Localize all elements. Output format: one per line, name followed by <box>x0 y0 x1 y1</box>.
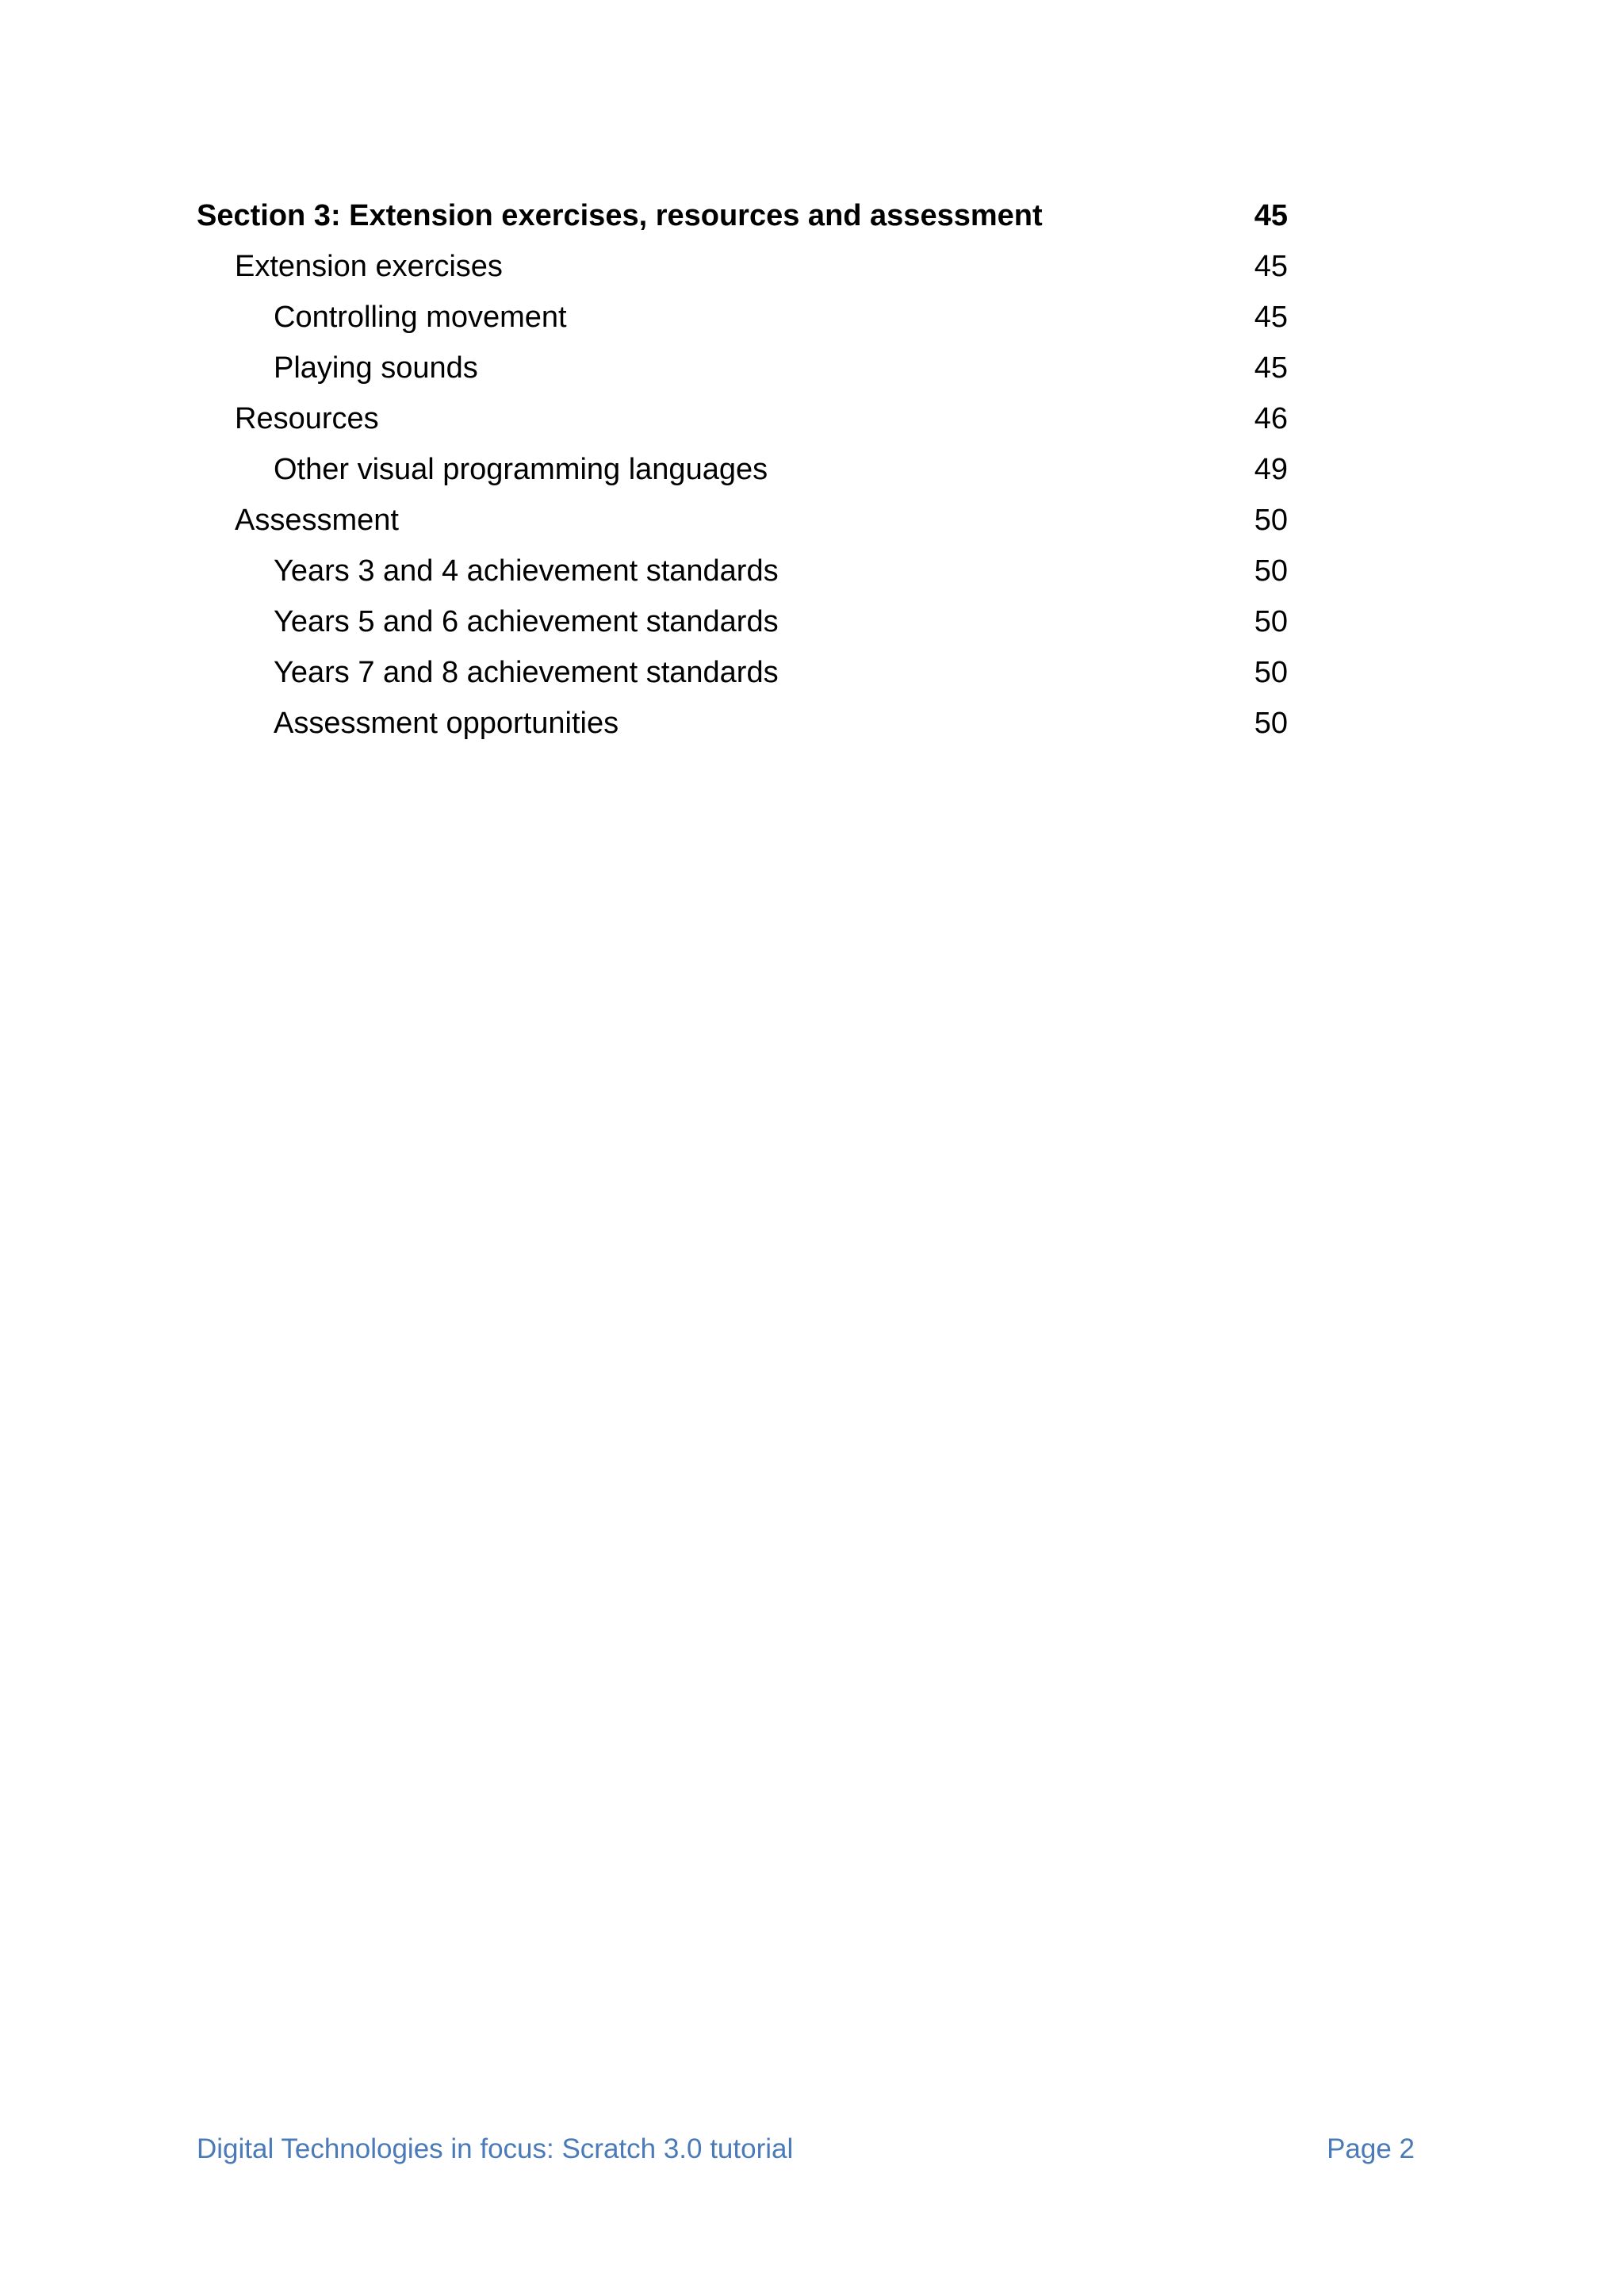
toc-entry-section-3[interactable] <box>197 190 1288 241</box>
toc-entry-assessment[interactable] <box>197 495 1288 546</box>
toc-entry-text: Resources <box>235 402 379 435</box>
toc-entry-controlling-movement[interactable] <box>197 292 1288 343</box>
toc-entry-text: Years 3 and 4 achievement standards <box>274 554 779 588</box>
toc-entry-assessment-opportunities[interactable] <box>197 698 1288 749</box>
page-footer <box>197 2133 1415 2181</box>
footer-document-title: Digital Technologies in focus: Scratch 3.0 tutorial <box>197 2133 794 2164</box>
toc-entry-page: 45 <box>1254 250 1288 283</box>
toc-entry-page: 50 <box>1254 656 1288 689</box>
toc-entry-page: 50 <box>1254 554 1288 588</box>
toc-entry-years-5-6-standards[interactable] <box>197 596 1288 647</box>
toc-entry-text: Years 5 and 6 achievement standards <box>274 605 779 638</box>
toc-entry-page: 45 <box>1254 301 1288 334</box>
toc-entry-text: Other visual programming languages <box>274 453 768 486</box>
toc-entry-page: 49 <box>1254 453 1288 486</box>
toc-entry-text: Extension exercises <box>235 250 503 283</box>
toc-entry-text: Controlling movement <box>274 301 567 334</box>
toc-entry-page: 50 <box>1254 504 1288 537</box>
toc-entry-extension-exercises[interactable] <box>197 241 1288 292</box>
toc-entry-years-7-8-standards[interactable] <box>197 647 1288 698</box>
footer-page-number: Page 2 <box>1327 2133 1415 2164</box>
toc-entry-text: Assessment opportunities <box>274 707 619 740</box>
toc-entry-text: Playing sounds <box>274 351 478 385</box>
toc-entry-other-visual-programming-languages[interactable] <box>197 444 1288 495</box>
toc-entry-page: 46 <box>1254 402 1288 435</box>
toc-entry-text: Assessment <box>235 504 399 537</box>
table-of-contents <box>197 190 1288 749</box>
toc-entry-page: 45 <box>1254 199 1288 232</box>
toc-entry-page: 50 <box>1254 707 1288 740</box>
toc-entry-text: Years 7 and 8 achievement standards <box>274 656 779 689</box>
toc-entry-resources[interactable] <box>197 393 1288 444</box>
toc-entry-playing-sounds[interactable] <box>197 343 1288 393</box>
toc-entry-page: 45 <box>1254 351 1288 385</box>
toc-entry-text: Section 3: Extension exercises, resources and assessment <box>197 199 1043 232</box>
toc-entry-page: 50 <box>1254 605 1288 638</box>
toc-entry-years-3-4-standards[interactable] <box>197 546 1288 596</box>
